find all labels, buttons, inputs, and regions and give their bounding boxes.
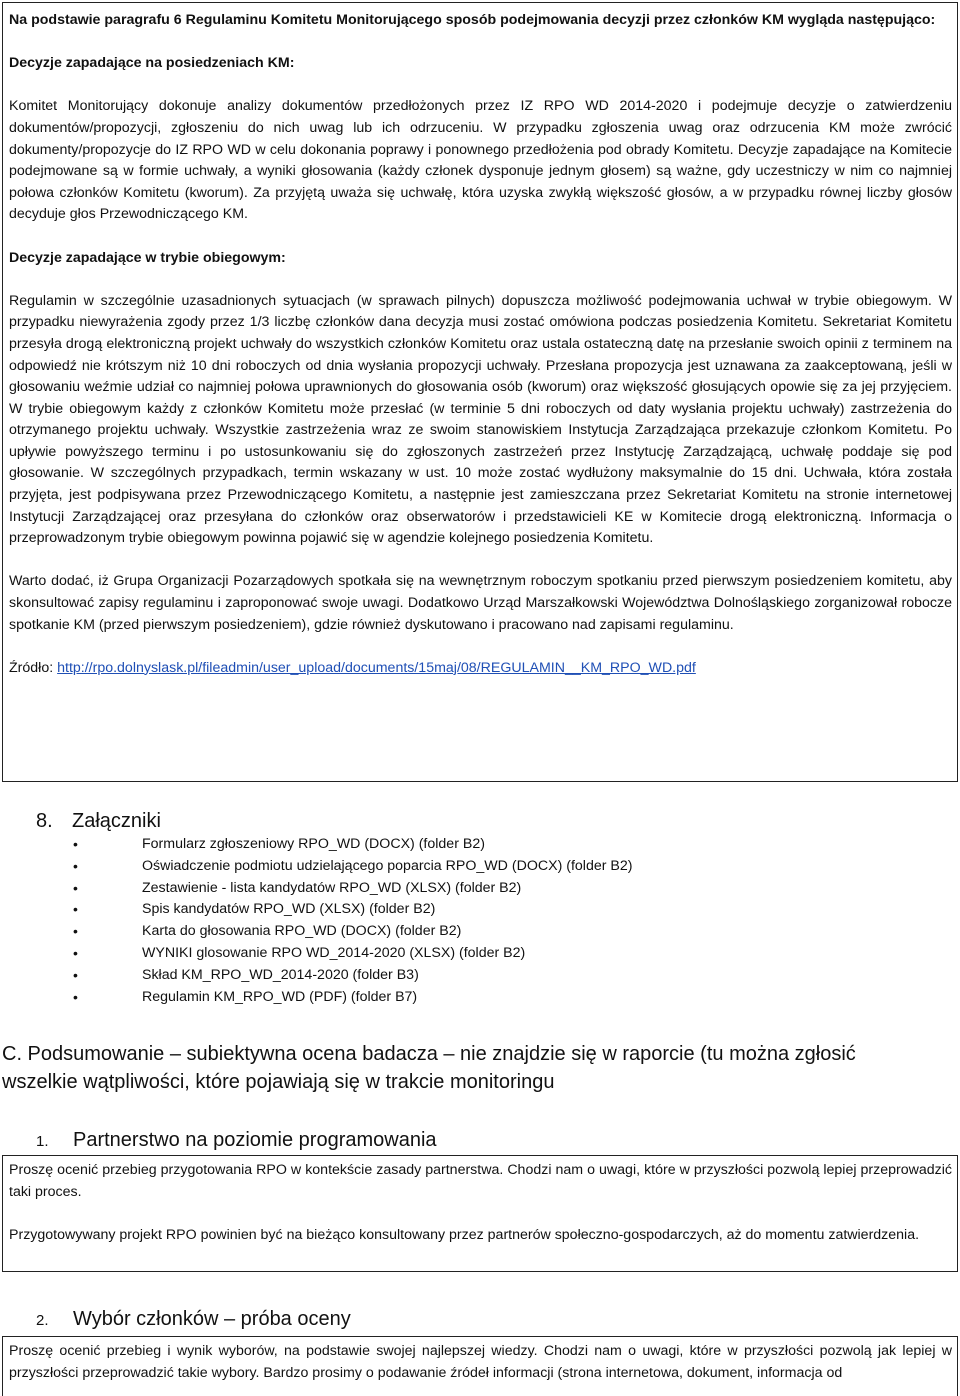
item-1-prompt: Proszę ocenić przebieg przygotowania RPO w kontekście zasady partnerstwa. Chodzi nam o uwagi, które w przyszłości pozwolą lepiej przeprowadzić taki proces.: [9, 1162, 952, 1200]
bullet-icon: •: [73, 988, 78, 1005]
item-2-box: [2, 1336, 958, 1396]
attachment-label: Oświadczenie podmiotu udzielającego poparcia RPO_WD (DOCX) (folder B2): [142, 857, 633, 874]
source-line: [9, 658, 952, 680]
list-item: [0, 965, 960, 987]
attachment-label: Karta do głosowania RPO_WD (DOCX) (folder B2): [142, 923, 462, 940]
attachment-label: Spis kandydatów RPO_WD (XLSX) (folder B2): [142, 901, 436, 918]
heading-meetings: Decyzje zapadające na posiedzeniach KM:: [9, 55, 295, 72]
intro-lead: Na podstawie paragrafu 6 Regulaminu Komitetu Monitorującego sposób podejmowania decyzji przez członków KM wygląda następująco:: [9, 12, 936, 28]
list-item: [0, 834, 960, 856]
para-ngo: Warto dodać, iż Grupa Organizacji Pozarządowych spotkała się na wewnętrznym roboczym spotkaniu przed pierwszym posiedzeniem komitetu, aby skonsultować zapisy regulaminu i zaproponować swoje uwagi. Dodatkowo Urząd Marszałkowski Województwa Dolnośląskiego zorganizował robocze spotkanie KM (przed pierwszym posiedzeniem), gdzie również dyskutowano i pracowano nad zapisami regulaminu.: [9, 573, 952, 633]
attachment-label: Regulamin KM_RPO_WD (PDF) (folder B7): [142, 988, 418, 1005]
bullet-icon: •: [73, 857, 78, 874]
attachment-label: Zestawienie - lista kandydatów RPO_WD (XLSX) (folder B2): [142, 879, 522, 896]
heading-circulation: Decyzje zapadające w trybie obiegowym:: [9, 249, 286, 266]
source-label: Źródło:: [9, 659, 58, 676]
list-item: [0, 987, 960, 1009]
para-meetings: Komitet Monitorujący dokonuje analizy dokumentów przedłożonych przez IZ RPO WD 2014-2020 i podejmuje decyzje o zatwierdzeniu dokumentów/propozycji, zgłoszeniu do nich uwag lub ich odrzuceniu. W przypadku zgłoszenia uwag oraz odrzucenia KM może zwrócić dokumenty/propozycje do IZ RPO WD w celu dokonania poprawy i ponownego przedłożenia pod obrady Komitetu. Decyzje zapadające na Komitecie podejmowane są w formie uchwały, a wyniki głosowania (każdy członek dysponuje jednym głosem) są ważne, gdy uczestniczy w nim co najmniej połowa członków Komitetu (kworum). Za przyjętą uważa się uchwałę, która uzyska zwykłą większość głosów, a w przypadku równej liczby głosów decyduje głos Przewodniczącego KM.: [9, 98, 952, 223]
list-item: [0, 899, 960, 921]
bullet-icon: •: [73, 966, 78, 983]
list-item: [0, 921, 960, 943]
bullet-icon: •: [73, 879, 78, 896]
attachment-label: Skład KM_RPO_WD_2014-2020 (folder B3): [142, 966, 419, 983]
attachment-label: WYNIKI glosowanie RPO WD_2014-2020 (XLSX) (folder B2): [142, 944, 526, 961]
item-2-number: 2.: [36, 1312, 49, 1329]
item-1-title: Partnerstwo na poziomie programowania: [73, 1129, 437, 1151]
item-1-answer: Przygotowywany projekt RPO powinien być na bieżąco konsultowany przez partnerów społeczno-gospodarczych, aż do momentu zatwierdzenia.: [9, 1226, 920, 1243]
bullet-icon: •: [73, 836, 78, 852]
para-circulation: Regulamin w szczególnie uzasadnionych sytuacjach (w sprawach pilnych) dopuszcza możliwość podejmowania uchwał w trybie obiegowym. W przypadku niewyrażenia zgody przez 1/3 liczbę członków dana decyzja musi zostać omówiona podczas posiedzenia Komitetu. Sekretariat Komitetu przesyła drogą elektroniczną projekt uchwały do wszystkich członków Komitetu oraz ustala ostateczną datę na przesłanie swoich opinii z terminem na odpowiedź nie krótszym niż 10 dni roboczych od dnia wysłania propozycji uchwały. Przesłana propozycja jest uznawana za zaakceptowaną, jeśli w głosowaniu weźmie udział co najmniej połowa uprawnionych do głosowania osób (kworum) oraz większość głosujących opowie się za jej przyjęciem. W trybie obiegowym każdy z członków Komitetu może przesłać (w terminie 5 dni roboczych od daty wysłania projektu uchwały) zastrzeżenia do otrzymanego projektu uchwały. Wszystkie zastrzeżenia wraz ze swoim stanowiskiem Instytucja Zarządzająca przekazuje członkom Komitetu. Po upływie powyższego terminu i po ustosunkowaniu się do zgłoszonych zastrzeżeń przez Instytucję Zarządzającą, uchwałę poddaje się pod głosowanie. W szczególnych przypadkach, termin wskazany w ust. 10 może zostać wydłużony maksymalnie do 15 dni. Uchwała, która została przyjęta, jest podpisywana przez Przewodniczącego Komitetu, a następnie jest zamieszczana przez Sekretariat Komitetu na stronie internetowej Instytucji Zarządzającej oraz przesyłana do członków oraz obserwatorów i przedstawicieli KE w Komitecie drogą elektroniczną. Informacja o przeprowadzonym trybie obiegowym powinna pojawić się w agendzie kolejnego posiedzenia Komitetu.: [9, 292, 952, 547]
section-8-title: Załączniki: [72, 810, 161, 832]
section-8-number: 8.: [36, 810, 53, 832]
item-1-number: 1.: [36, 1133, 49, 1150]
list-item: [0, 878, 960, 900]
decision-procedure-box: [2, 2, 958, 782]
attachment-label: Formularz zgłoszeniowy RPO_WD (DOCX) (folder B2): [142, 836, 485, 852]
item-2-heading: [36, 1306, 351, 1334]
item-2-title: Wybór członków – próba oceny: [73, 1308, 351, 1330]
list-item: [0, 943, 960, 965]
item-2-prompt: Proszę ocenić przebieg i wynik wyborów, na podstawie swojej najlepszej wiedzy. Chodzi nam o uwagi, które w przyszłości pozwolą jak lepiej w przyszłości przeprowadzić takie wybory. Bardzo prosimy o podawanie źródeł informacji (strona internetowa, dokument, informacja od: [9, 1343, 952, 1381]
list-item: [0, 856, 960, 878]
item-1-heading: [36, 1127, 437, 1155]
attachments-list: [0, 834, 960, 1008]
bullet-icon: •: [73, 923, 78, 940]
bullet-icon: •: [73, 944, 78, 961]
section-8-heading: [36, 808, 161, 834]
bullet-icon: •: [73, 901, 78, 918]
source-link[interactable]: http://rpo.dolnyslask.pl/fileadmin/user_upload/documents/15maj/08/REGULAMIN__KM_RPO_WD.pdf: [57, 659, 696, 676]
item-1-box: [2, 1155, 958, 1272]
section-c-heading: C. Podsumowanie – subiektywna ocena badacza – nie znajdzie się w raporcie (tu można zgłosić wszelkie wątpliwości, które pojawiają się w trakcie monitoringu: [2, 1043, 856, 1093]
